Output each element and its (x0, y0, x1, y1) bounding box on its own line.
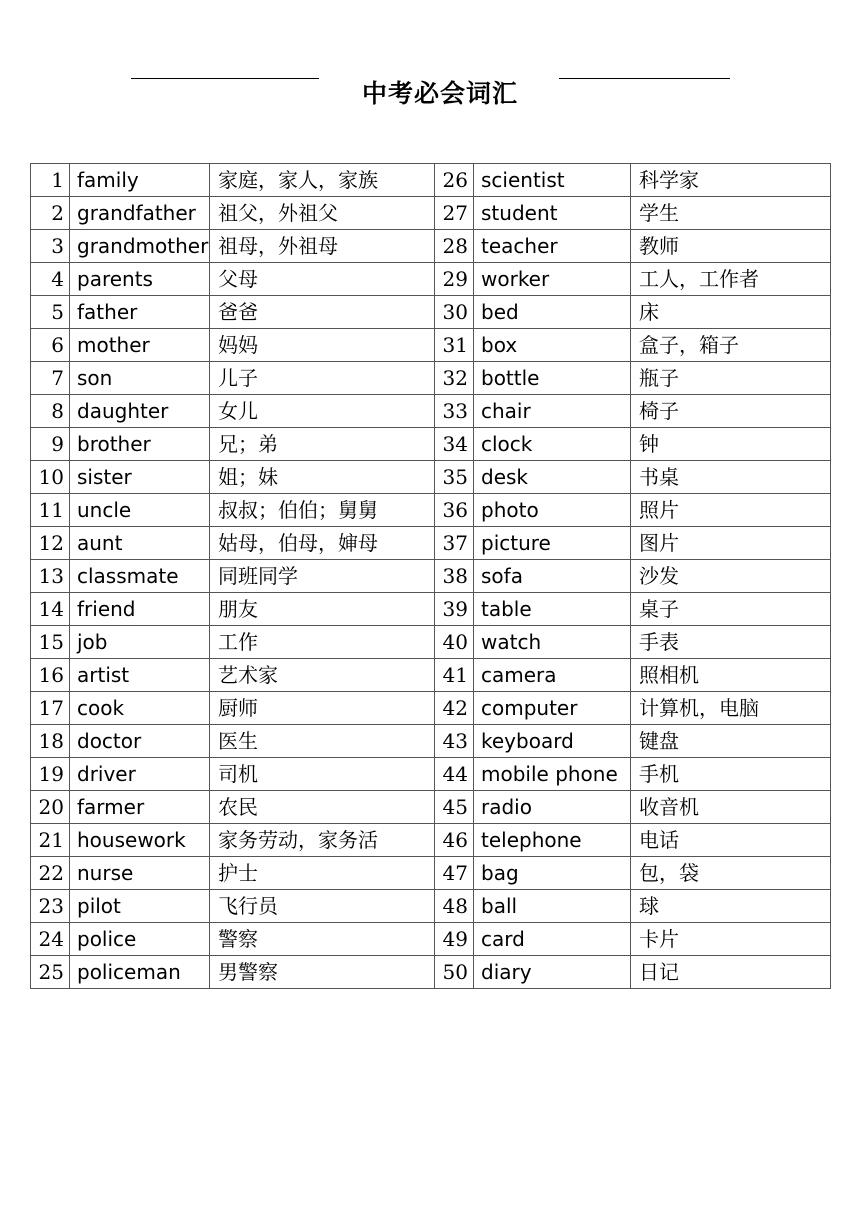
entry-chinese-meaning: 床 (631, 296, 831, 329)
table-row (31, 956, 831, 989)
entry-number: 31 (435, 329, 474, 362)
entry-chinese-meaning: 盒子，箱子 (631, 329, 831, 362)
entry-number: 14 (31, 593, 70, 626)
table-row (31, 461, 831, 494)
entry-english-word: desk (474, 461, 631, 494)
entry-english-word: box (474, 329, 631, 362)
entry-number: 50 (435, 956, 474, 989)
entry-english-word: farmer (70, 791, 210, 824)
entry-number: 1 (31, 164, 70, 197)
entry-english-word: grandmother (70, 230, 210, 263)
entry-chinese-meaning: 桌子 (631, 593, 831, 626)
table-row (31, 527, 831, 560)
entry-chinese-meaning: 祖母，外祖母 (210, 230, 435, 263)
entry-chinese-meaning: 书桌 (631, 461, 831, 494)
entry-number: 28 (435, 230, 474, 263)
entry-number: 8 (31, 395, 70, 428)
entry-english-word: cook (70, 692, 210, 725)
entry-english-word: parents (70, 263, 210, 296)
entry-number: 20 (31, 791, 70, 824)
entry-chinese-meaning: 家庭，家人，家族 (210, 164, 435, 197)
entry-number: 42 (435, 692, 474, 725)
entry-chinese-meaning: 卡片 (631, 923, 831, 956)
table-row (31, 857, 831, 890)
entry-english-word: camera (474, 659, 631, 692)
table-row (31, 659, 831, 692)
entry-chinese-meaning: 照片 (631, 494, 831, 527)
table-row (31, 890, 831, 923)
entry-english-word: bottle (474, 362, 631, 395)
entry-chinese-meaning: 厨师 (210, 692, 435, 725)
entry-number: 26 (435, 164, 474, 197)
entry-english-word: son (70, 362, 210, 395)
entry-chinese-meaning: 姐；妹 (210, 461, 435, 494)
entry-english-word: brother (70, 428, 210, 461)
entry-english-word: sister (70, 461, 210, 494)
entry-english-word: picture (474, 527, 631, 560)
entry-english-word: policeman (70, 956, 210, 989)
entry-english-word: telephone (474, 824, 631, 857)
entry-english-word: housework (70, 824, 210, 857)
entry-chinese-meaning: 工人，工作者 (631, 263, 831, 296)
vocabulary-table (30, 163, 831, 989)
entry-number: 24 (31, 923, 70, 956)
entry-chinese-meaning: 家务劳动，家务活 (210, 824, 435, 857)
entry-number: 44 (435, 758, 474, 791)
entry-english-word: table (474, 593, 631, 626)
entry-number: 23 (31, 890, 70, 923)
entry-chinese-meaning: 医生 (210, 725, 435, 758)
entry-english-word: daughter (70, 395, 210, 428)
table-row (31, 362, 831, 395)
entry-number: 10 (31, 461, 70, 494)
table-row (31, 395, 831, 428)
entry-number: 11 (31, 494, 70, 527)
table-row (31, 626, 831, 659)
entry-number: 35 (435, 461, 474, 494)
entry-number: 29 (435, 263, 474, 296)
entry-chinese-meaning: 键盘 (631, 725, 831, 758)
entry-chinese-meaning: 包，袋 (631, 857, 831, 890)
entry-chinese-meaning: 叔叔；伯伯；舅舅 (210, 494, 435, 527)
entry-english-word: family (70, 164, 210, 197)
entry-english-word: doctor (70, 725, 210, 758)
entry-english-word: radio (474, 791, 631, 824)
entry-number: 32 (435, 362, 474, 395)
title-rule-right (559, 78, 730, 79)
entry-chinese-meaning: 收音机 (631, 791, 831, 824)
entry-number: 36 (435, 494, 474, 527)
table-row (31, 593, 831, 626)
table-row (31, 560, 831, 593)
entry-chinese-meaning: 男警察 (210, 956, 435, 989)
table-row (31, 758, 831, 791)
entry-chinese-meaning: 兄；弟 (210, 428, 435, 461)
entry-english-word: aunt (70, 527, 210, 560)
entry-english-word: keyboard (474, 725, 631, 758)
entry-chinese-meaning: 护士 (210, 857, 435, 890)
entry-number: 25 (31, 956, 70, 989)
entry-chinese-meaning: 电话 (631, 824, 831, 857)
entry-number: 4 (31, 263, 70, 296)
entry-number: 9 (31, 428, 70, 461)
entry-english-word: pilot (70, 890, 210, 923)
entry-chinese-meaning: 计算机，电脑 (631, 692, 831, 725)
entry-number: 41 (435, 659, 474, 692)
entry-chinese-meaning: 图片 (631, 527, 831, 560)
entry-number: 6 (31, 329, 70, 362)
table-row (31, 428, 831, 461)
table-row (31, 263, 831, 296)
entry-number: 34 (435, 428, 474, 461)
entry-english-word: chair (474, 395, 631, 428)
entry-chinese-meaning: 同班同学 (210, 560, 435, 593)
entry-chinese-meaning: 祖父，外祖父 (210, 197, 435, 230)
title-bar (0, 68, 860, 116)
entry-number: 33 (435, 395, 474, 428)
entry-number: 49 (435, 923, 474, 956)
entry-chinese-meaning: 姑母，伯母，婶母 (210, 527, 435, 560)
table-row (31, 197, 831, 230)
entry-chinese-meaning: 女儿 (210, 395, 435, 428)
entry-number: 27 (435, 197, 474, 230)
entry-number: 48 (435, 890, 474, 923)
entry-english-word: photo (474, 494, 631, 527)
entry-english-word: artist (70, 659, 210, 692)
entry-english-word: mobile phone (474, 758, 631, 791)
table-row (31, 329, 831, 362)
entry-number: 22 (31, 857, 70, 890)
entry-number: 21 (31, 824, 70, 857)
entry-english-word: bed (474, 296, 631, 329)
table-row (31, 725, 831, 758)
entry-english-word: nurse (70, 857, 210, 890)
entry-number: 18 (31, 725, 70, 758)
table-row (31, 296, 831, 329)
entry-english-word: mother (70, 329, 210, 362)
entry-english-word: sofa (474, 560, 631, 593)
entry-number: 15 (31, 626, 70, 659)
entry-chinese-meaning: 椅子 (631, 395, 831, 428)
entry-english-word: classmate (70, 560, 210, 593)
entry-english-word: worker (474, 263, 631, 296)
entry-chinese-meaning: 司机 (210, 758, 435, 791)
entry-chinese-meaning: 警察 (210, 923, 435, 956)
entry-number: 19 (31, 758, 70, 791)
entry-chinese-meaning: 艺术家 (210, 659, 435, 692)
entry-chinese-meaning: 沙发 (631, 560, 831, 593)
entry-number: 16 (31, 659, 70, 692)
entry-number: 5 (31, 296, 70, 329)
entry-number: 47 (435, 857, 474, 890)
entry-chinese-meaning: 教师 (631, 230, 831, 263)
entry-english-word: teacher (474, 230, 631, 263)
table-row (31, 164, 831, 197)
entry-english-word: computer (474, 692, 631, 725)
table-row (31, 230, 831, 263)
entry-english-word: uncle (70, 494, 210, 527)
entry-chinese-meaning: 朋友 (210, 593, 435, 626)
entry-english-word: bag (474, 857, 631, 890)
entry-chinese-meaning: 瓶子 (631, 362, 831, 395)
entry-english-word: father (70, 296, 210, 329)
page-title: 中考必会词汇 (361, 79, 518, 108)
entry-chinese-meaning: 科学家 (631, 164, 831, 197)
entry-english-word: diary (474, 956, 631, 989)
entry-number: 40 (435, 626, 474, 659)
entry-number: 39 (435, 593, 474, 626)
table-row (31, 791, 831, 824)
entry-chinese-meaning: 工作 (210, 626, 435, 659)
vocabulary-table-body (31, 164, 831, 989)
entry-chinese-meaning: 农民 (210, 791, 435, 824)
entry-chinese-meaning: 球 (631, 890, 831, 923)
entry-chinese-meaning: 爸爸 (210, 296, 435, 329)
entry-english-word: job (70, 626, 210, 659)
entry-chinese-meaning: 飞行员 (210, 890, 435, 923)
entry-chinese-meaning: 照相机 (631, 659, 831, 692)
entry-number: 43 (435, 725, 474, 758)
entry-chinese-meaning: 手表 (631, 626, 831, 659)
entry-number: 38 (435, 560, 474, 593)
table-row (31, 923, 831, 956)
entry-number: 46 (435, 824, 474, 857)
entry-english-word: clock (474, 428, 631, 461)
entry-chinese-meaning: 妈妈 (210, 329, 435, 362)
entry-english-word: watch (474, 626, 631, 659)
entry-english-word: police (70, 923, 210, 956)
entry-number: 17 (31, 692, 70, 725)
entry-chinese-meaning: 日记 (631, 956, 831, 989)
entry-english-word: scientist (474, 164, 631, 197)
entry-number: 3 (31, 230, 70, 263)
entry-chinese-meaning: 父母 (210, 263, 435, 296)
entry-english-word: student (474, 197, 631, 230)
entry-english-word: ball (474, 890, 631, 923)
entry-chinese-meaning: 手机 (631, 758, 831, 791)
table-row (31, 824, 831, 857)
entry-number: 45 (435, 791, 474, 824)
entry-english-word: driver (70, 758, 210, 791)
entry-number: 13 (31, 560, 70, 593)
entry-english-word: card (474, 923, 631, 956)
entry-chinese-meaning: 学生 (631, 197, 831, 230)
table-row (31, 494, 831, 527)
table-row (31, 692, 831, 725)
entry-number: 7 (31, 362, 70, 395)
entry-chinese-meaning: 钟 (631, 428, 831, 461)
entry-number: 30 (435, 296, 474, 329)
entry-number: 12 (31, 527, 70, 560)
entry-english-word: grandfather (70, 197, 210, 230)
entry-number: 2 (31, 197, 70, 230)
entry-number: 37 (435, 527, 474, 560)
entry-chinese-meaning: 儿子 (210, 362, 435, 395)
entry-english-word: friend (70, 593, 210, 626)
